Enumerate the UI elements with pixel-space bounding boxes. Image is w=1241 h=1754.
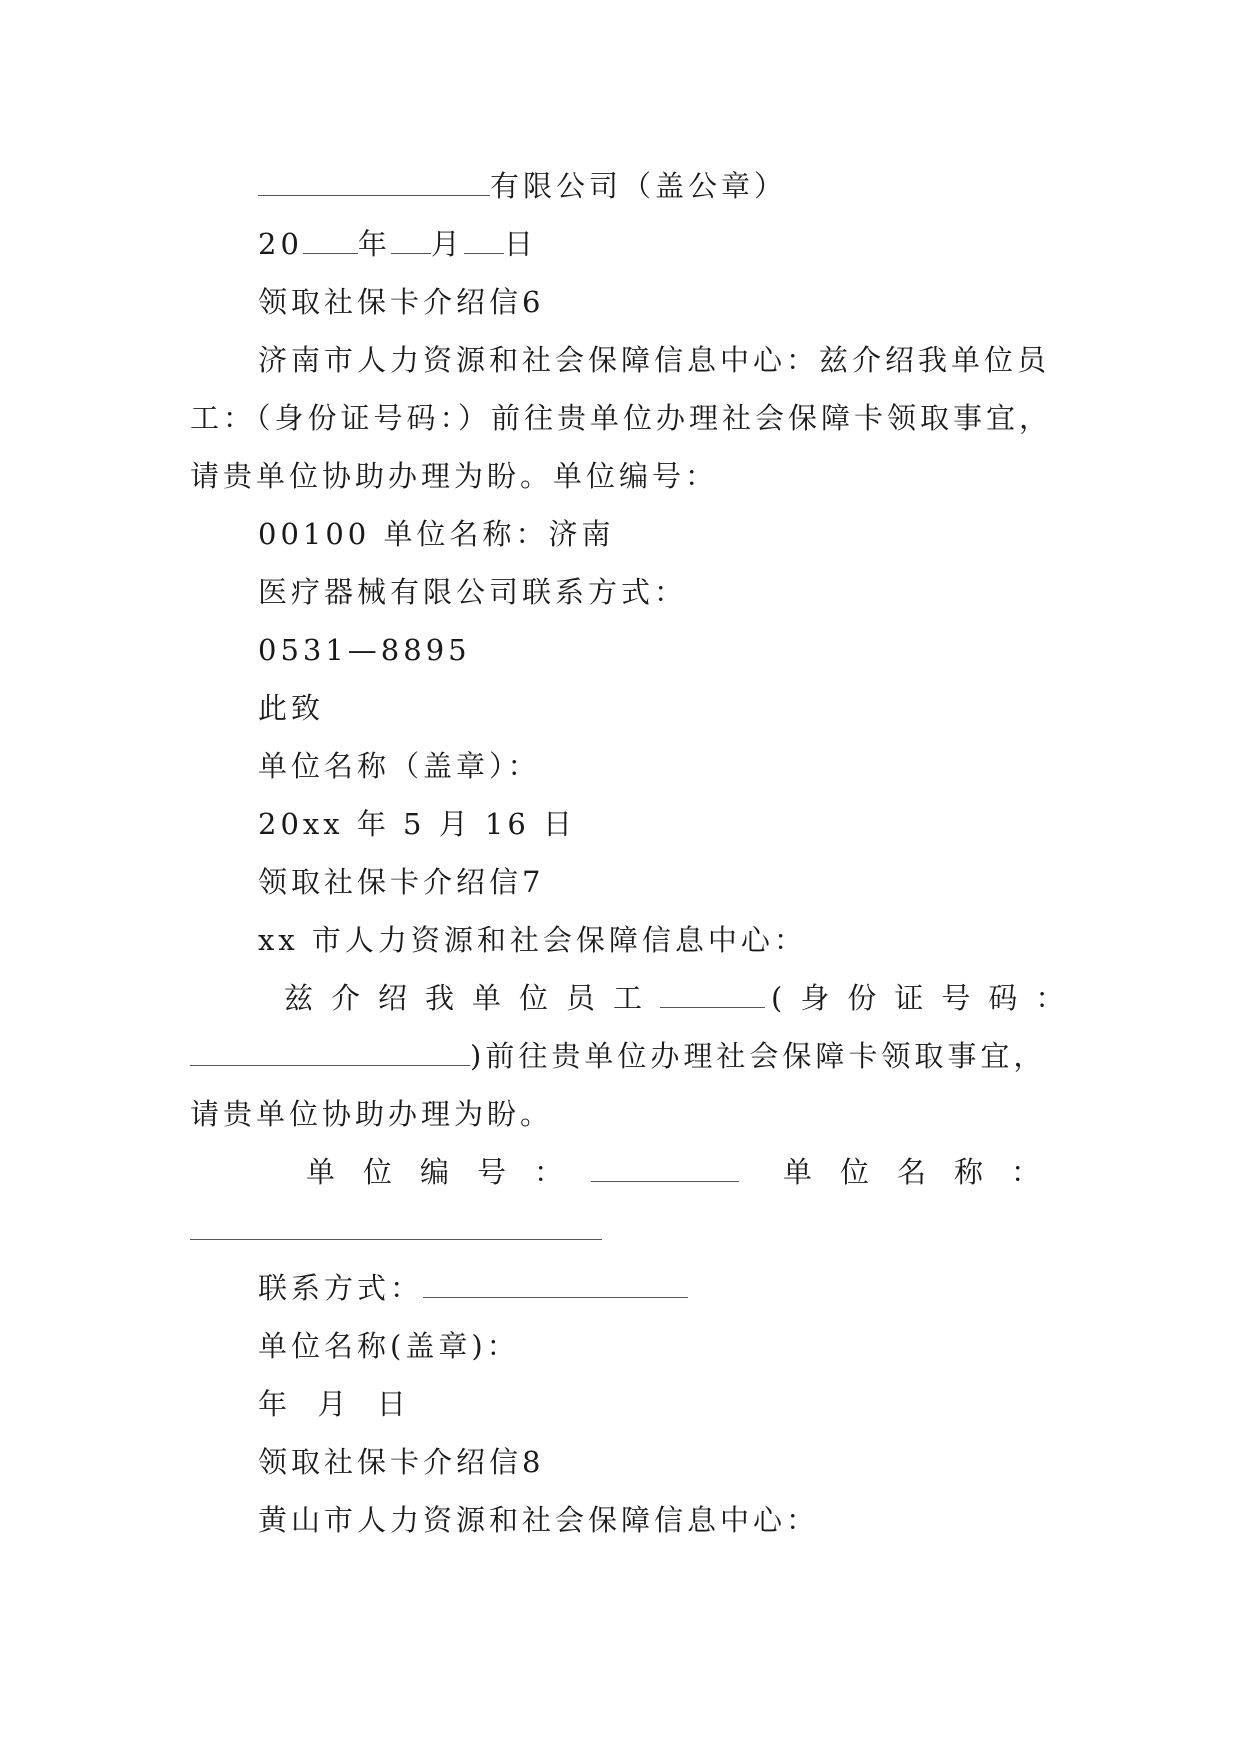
letter-7-addressee: xx 市人力资源和社会保障信息中心： [258,923,807,957]
contact-blank[interactable] [423,1270,688,1298]
day-blank[interactable] [464,226,504,254]
id-number-blank[interactable] [190,1038,470,1066]
letter-6-title: 领取社保卡介绍信6 [258,285,545,319]
letter-7-body-line-1: 兹介绍我单位员工 (身份证号码： [284,981,1083,1015]
letter-7-title: 领取社保卡介绍信7 [258,865,545,899]
closing: 此致 [258,691,325,725]
company-contact: 医疗器械有限公司联系方式： [258,575,688,609]
company-name-blank[interactable] [258,168,490,196]
contact-field: 联系方式： [258,1268,688,1308]
letter-8-title: 领取社保卡介绍信8 [258,1445,545,1479]
date-line: 20 年 月 日 [258,227,537,261]
letter-6-date: 20xx 年 5 月 16 日 [258,807,577,841]
letter-7-date: 年 月 日 [258,1387,410,1421]
month-blank[interactable] [391,226,431,254]
employee-name-blank[interactable] [660,980,765,1008]
letter-7-body-line-2: )前往贵单位办理社会保障卡领取事宜， [190,1036,1046,1076]
unit-name-blank[interactable] [190,1212,602,1240]
unit-name-blank-line [190,1210,602,1250]
letter-6-body-line-2: 工：（身份证号码：）前往贵单位办理社会保障卡领取事宜， [190,401,1053,435]
company-seal-line: 有限公司（盖公章） [258,166,787,206]
unit-number-name: 00100 单位名称：济南 [258,517,615,551]
letter-8-addressee: 黄山市人力资源和社会保障信息中心： [258,1503,820,1537]
unit-number-name-fields: 单位编号： 单位名称： [306,1155,1069,1189]
year-blank[interactable] [303,226,358,254]
letter-6-body-line-3: 请贵单位协助办理为盼。单位编号： [190,459,719,493]
phone-number: 0531—8895 [258,633,471,667]
letter-6-body-line-1: 济南市人力资源和社会保障信息中心：兹介绍我单位员 [258,343,1051,377]
unit-seal-label-2: 单位名称(盖章)： [258,1329,520,1363]
letter-7-body-line-3: 请贵单位协助办理为盼。 [190,1097,554,1131]
unit-number-blank[interactable] [591,1154,739,1182]
unit-seal-label: 单位名称（盖章）： [258,749,541,783]
